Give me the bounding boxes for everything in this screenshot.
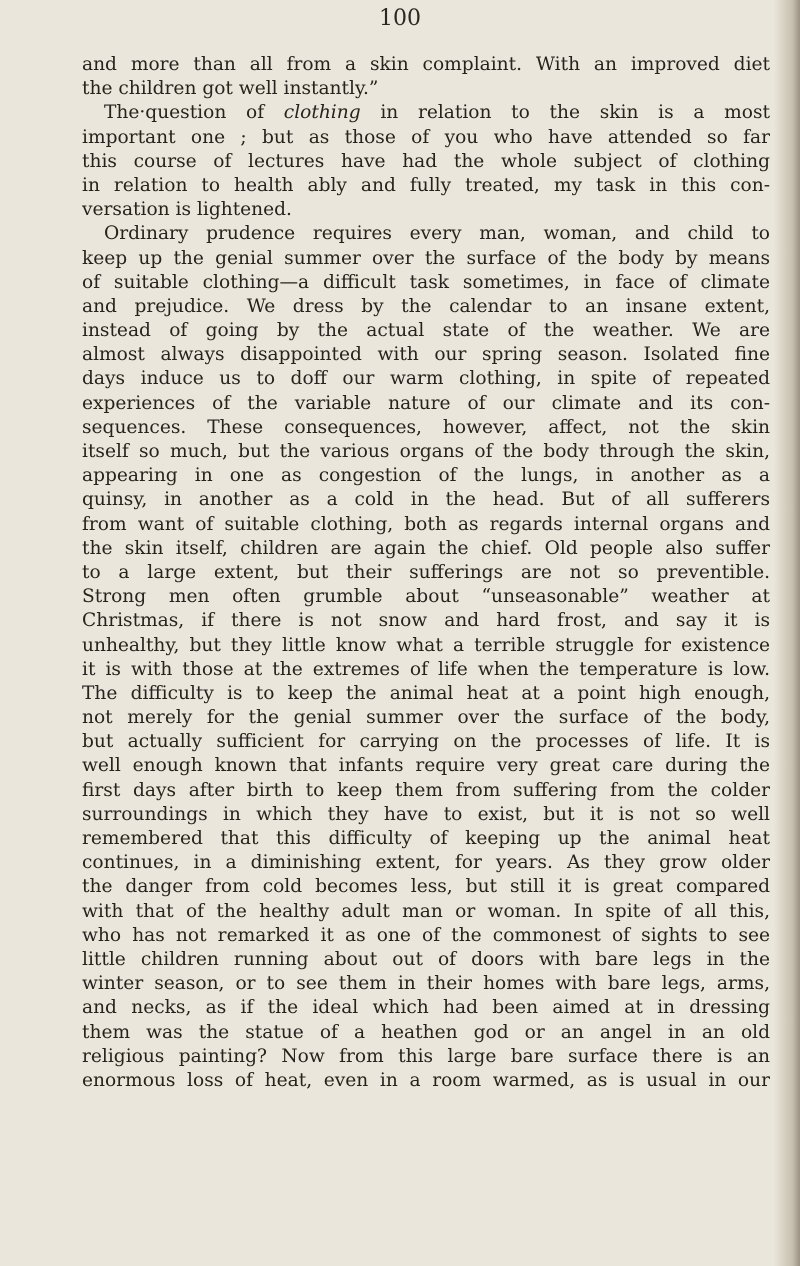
- text-line: with that of the healthy adult man or woman. In spite of all this,: [82, 900, 770, 922]
- text-line: appearing in one as congestion of the lungs, in another as a: [82, 465, 770, 487]
- text-line: well enough known that infants require very great care during the: [82, 755, 770, 777]
- text-line: important one ; but as those of you who have attended so far: [82, 126, 770, 148]
- text-line: and necks, as if the ideal which had been aimed at in dressing: [82, 997, 770, 1019]
- text-line: The difficulty is to keep the animal heat at a point high enough,: [82, 682, 770, 704]
- text-line: keep up the genial summer over the surface of the body by means: [82, 247, 770, 269]
- page-edge-shadow: [774, 0, 800, 1266]
- text-line: sequences. These consequences, however, affect, not the skin: [82, 416, 770, 438]
- text-line: them was the statue of a heathen god or an angel in an old: [82, 1021, 770, 1043]
- text-line: remembered that this difficulty of keeping up the animal heat: [82, 828, 770, 849]
- text-line: of suitable clothing—a difficult task sometimes, in face of climate: [82, 271, 770, 293]
- text-line: days induce us to doff our warm clothing, in spite of repeated: [82, 368, 770, 390]
- text-line: surroundings in which they have to exist, but it is not so well: [82, 803, 770, 825]
- text-line: first days after birth to keep them from suffering from the colder: [82, 779, 770, 801]
- text-line: in relation to health ably and fully treated, my task in this con-: [82, 174, 770, 196]
- text-line: it is with those at the extremes of life when the temperature is low.: [82, 658, 770, 680]
- text-line: enormous loss of heat, even in a room warmed, as is usual in our: [82, 1069, 770, 1091]
- body-text: [82, 53, 770, 1093]
- text-line: and prejudice. We dress by the calendar to an insane extent,: [82, 295, 770, 317]
- text-line: Christmas, if there is not snow and hard frost, and say it is: [82, 610, 770, 632]
- text-line: little children running about out of doors with bare legs in the: [82, 948, 770, 970]
- text-line: Ordinary prudence requires every man, woman, and child to: [104, 223, 770, 245]
- text-line: winter season, or to see them in their homes with bare legs, arms,: [82, 973, 770, 995]
- text-line: continues, in a diminishing extent, for years. As they grow older: [82, 852, 770, 874]
- text-line: quinsy, in another as a cold in the head. But of all sufferers: [82, 489, 770, 511]
- text-line: not merely for the genial summer over the surface of the body,: [82, 707, 770, 729]
- text-line: the danger from cold becomes less, but still it is great compared: [82, 876, 770, 898]
- page-number: 100: [379, 6, 421, 31]
- text-line: instead of going by the actual state of the weather. We are: [82, 320, 770, 342]
- text-line: unhealthy, but they little know what a terrible struggle for existence: [82, 634, 770, 656]
- text-line: experiences of the variable nature of our climate and its con-: [82, 392, 770, 414]
- text-line: from want of suitable clothing, both as regards internal organs and: [82, 513, 770, 535]
- text-line: almost always disappointed with our spring season. Isolated fine: [82, 344, 770, 366]
- text-line: Strong men often grumble about “unseasonable” weather at: [82, 586, 770, 608]
- text-line: and more than all from a skin complaint. With an improved diet: [82, 54, 770, 75]
- text-line: versation is lightened.: [82, 199, 292, 221]
- text-line: but actually sufficient for carrying on the processes of life. It is: [82, 731, 770, 753]
- text-line: religious painting? Now from this large bare surface there is an: [82, 1045, 770, 1067]
- text-line: who has not remarked it as one of the commonest of sights to see: [82, 924, 770, 946]
- text-line: The·question of clothing in relation to the skin is a most: [104, 102, 770, 124]
- text-line: this course of lectures have had the whole subject of clothing: [82, 150, 770, 172]
- text-line: to a large extent, but their sufferings are not so preventible.: [82, 561, 770, 583]
- text-line: the skin itself, children are again the chief. Old people also suffer: [82, 537, 770, 559]
- text-line: the children got well instantly.”: [82, 78, 379, 100]
- text-line: itself so much, but the various organs of the body through the skin,: [82, 441, 770, 462]
- italic-word: clothing: [283, 102, 361, 124]
